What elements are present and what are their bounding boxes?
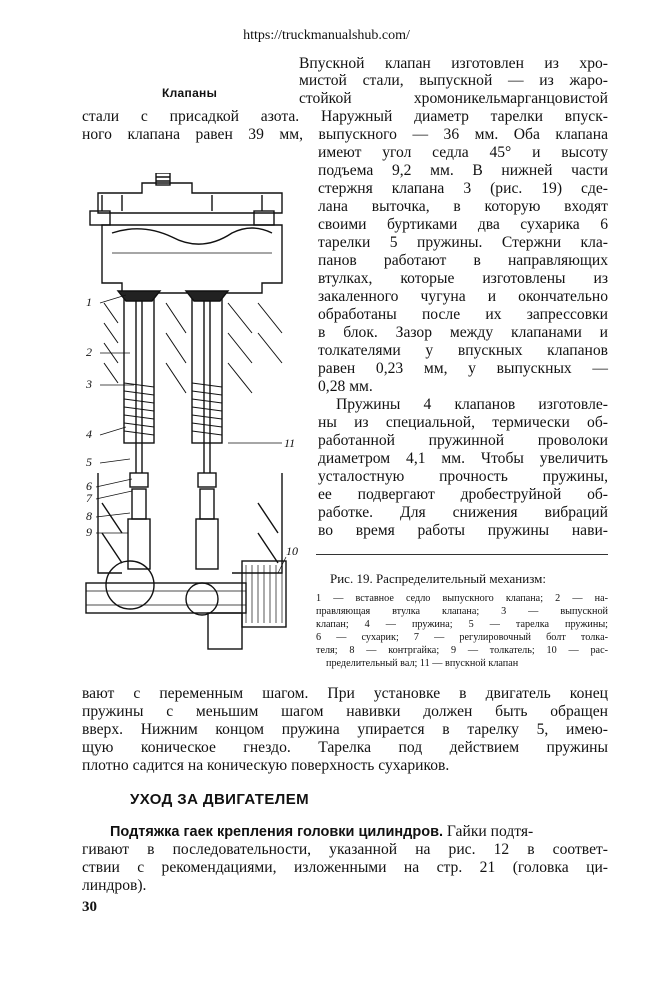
text-line: плотно садится на коническую поверхность сухариков.	[82, 757, 450, 774]
text-line: лана выточка, в которую входят	[318, 198, 608, 215]
section-lead-rest: Гайки подтя-	[443, 823, 534, 840]
text-line: закаленного чугуна и окончательно	[318, 288, 608, 305]
text-line: Пружины 4 клапанов изготовле-	[336, 396, 608, 413]
callout-label: 6	[86, 479, 92, 493]
text-line: стали с присадкой азота. Наружный диаметр тарелки впуск-	[82, 108, 608, 125]
text-line: Впускной клапан изготовлен из хро-	[299, 55, 608, 72]
caption-divider	[316, 554, 608, 555]
text-line: стержня клапана 3 (рис. 19) сде-	[318, 180, 608, 197]
text-line: щую коническое гнездо. Тарелка под действием пружины	[82, 739, 608, 756]
caption-line: теля; 8 — контргайка; 9 — толкатель; 10 — рас-	[316, 645, 608, 656]
text-line: мистой стали, выпускной — из жаро-	[299, 72, 608, 89]
text-line: равен 0,23 мм, у выпускных —	[318, 360, 608, 377]
text-line: пружины с меньшим шагом навивки должен быть обращен	[82, 703, 608, 720]
text-line: вверх. Нижним концом пружина упирается в тарелку 5, имею-	[82, 721, 608, 738]
text-line: своими буртиками два сухарика 6	[318, 216, 608, 233]
text-line: усталостную прочность пружины,	[318, 468, 608, 485]
text-line: работанной пружинной проволоки	[318, 432, 608, 449]
page-number: 30	[82, 899, 97, 915]
text-line: подъема 9,2 мм. В нижней части	[318, 162, 608, 179]
figure-caption-title: Рис. 19. Распределительный механизм:	[330, 571, 547, 586]
callout-label: 7	[86, 491, 92, 505]
caption-line: 6 — сухарик; 7 — регулировочный болт толка-	[316, 632, 608, 643]
text-line: гивают в последовательности, указанной на рис. 12 в соответ-	[82, 841, 608, 858]
text-line: диаметром 4,1 мм. Чтобы увеличить	[318, 450, 608, 467]
callout-label: 2	[86, 345, 92, 359]
callout-label: 4	[86, 427, 92, 441]
callout-label: 10	[286, 544, 298, 558]
text-line: 0,28 мм.	[318, 378, 373, 395]
caption-line: клапан; 4 — пружина; 5 — тарелка пружины;	[316, 619, 608, 630]
text-line: вают с переменным шагом. При установке в двигатель конец	[82, 685, 608, 702]
section-lead-line	[110, 823, 608, 841]
text-line: тарелки 5 пружины. Стержни кла-	[318, 234, 608, 251]
callout-label: 11	[284, 436, 296, 450]
text-line: втулках, которые изготовлены из	[318, 270, 608, 287]
text-line: линдров).	[82, 877, 147, 894]
callout-label: 8	[86, 509, 92, 523]
callout-label: 1	[86, 295, 92, 309]
text-line: толкателями у впускных клапанов	[318, 342, 608, 359]
section-lead: Подтяжка гаек крепления головки цилиндров.	[110, 824, 444, 840]
callout-label: 5	[86, 455, 92, 469]
callout-label: 9	[86, 525, 92, 539]
source-url[interactable]: https://truckmanualshub.com/	[243, 28, 410, 43]
text-line: ны из специальной, термически об-	[318, 414, 608, 431]
text-line: обработаны после их запрессовки	[318, 306, 608, 323]
text-line: в блок. Зазор между клапанами и	[318, 324, 608, 341]
caption-line: пределительный вал; 11 — впускной клапан	[326, 658, 519, 669]
text-line: работке. Для снижения вибраций	[318, 504, 608, 521]
text-line: панов работают в направляющих	[318, 252, 608, 269]
text-line: ного клапана равен 39 мм, выпускного — 36 мм. Оба клапана	[82, 126, 608, 143]
side-heading-valves: Клапаны	[162, 86, 218, 100]
text-line: стойкой хромоникельмарганцовистой	[299, 90, 608, 107]
text-line: во время работы пружины нави-	[318, 522, 608, 539]
valve-mechanism-drawing	[82, 173, 314, 671]
text-line: ее подвергают дробеструйной об-	[318, 486, 608, 503]
caption-line: 1 — вставное седло выпускного клапана; 2 — на-	[316, 593, 608, 604]
callout-label: 3	[86, 377, 92, 391]
caption-line: правляющая втулка клапана; 3 — выпускной	[316, 606, 608, 617]
text-line: ствии с рекомендациями, изложенными на стр. 21 (головка ци-	[82, 859, 608, 876]
text-line: имеют угол седла 45° и высоту	[318, 144, 608, 161]
section-heading: УХОД ЗА ДВИГАТЕЛЕМ	[130, 791, 310, 808]
